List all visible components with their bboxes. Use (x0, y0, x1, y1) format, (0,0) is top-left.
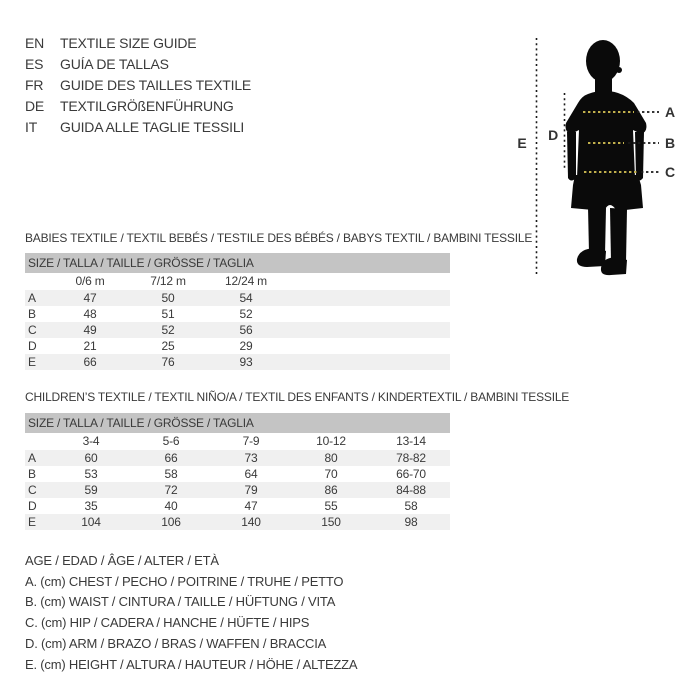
column-header-spacer (25, 273, 51, 290)
language-title: GUÍA DE TALLAS (60, 56, 169, 72)
cell-value: 52 (239, 307, 253, 321)
cell-value: 58 (404, 499, 418, 513)
column-header: 7/12 m (150, 274, 186, 288)
measurement-figure (505, 30, 700, 290)
figure-label-e: E (517, 135, 527, 151)
child-silhouette (566, 40, 647, 275)
column-header: 5-6 (162, 434, 180, 448)
table-row (25, 306, 450, 322)
cell-value: 70 (324, 467, 338, 481)
table-row (25, 290, 450, 306)
cell-value: 40 (164, 499, 178, 513)
silhouette-tshirt (566, 91, 647, 178)
cell-value: 84-88 (396, 483, 426, 497)
figure-label-d: D (548, 127, 558, 143)
cell-value: 78-82 (396, 451, 426, 465)
column-header: 13-14 (396, 434, 426, 448)
babies-size-header-bar: SIZE / TALLA / TAILLE / GRÖSSE / TAGLIA (25, 253, 450, 273)
babies-column-header-row (25, 273, 450, 290)
cell-value: 29 (239, 339, 253, 353)
language-code: FR (25, 77, 44, 93)
measurement-legend (25, 551, 357, 675)
column-header: 7-9 (242, 434, 260, 448)
table-row (25, 498, 450, 514)
cell-value: 72 (164, 483, 178, 497)
cell-value: 21 (83, 339, 97, 353)
table-row (25, 482, 450, 498)
column-header: 3-4 (82, 434, 100, 448)
cell-value: 56 (239, 323, 253, 337)
language-code: ES (25, 56, 44, 72)
legend-line-height: E. (cm) HEIGHT / ALTURA / HAUTEUR / HÖHE / ALTEZZA (25, 656, 358, 672)
legend-line-chest: A. (cm) CHEST / PECHO / POITRINE / TRUHE / PETTO (25, 573, 344, 589)
silhouette-ear (616, 67, 622, 73)
cell-value: 54 (239, 291, 253, 305)
children-size-table (25, 413, 450, 530)
language-title: TEXTILGRÖßENFÜHRUNG (60, 98, 234, 114)
row-label: B (28, 467, 36, 481)
cell-value: 47 (83, 291, 97, 305)
row-label: E (28, 355, 36, 369)
cell-value: 48 (83, 307, 97, 321)
cell-value: 51 (161, 307, 175, 321)
cell-value: 73 (244, 451, 258, 465)
table-row (25, 338, 450, 354)
legend-line-age: AGE / EDAD / ÂGE / ALTER / ETÀ (25, 553, 219, 568)
language-row-es (25, 54, 251, 75)
cell-value: 53 (84, 467, 98, 481)
legend-line-waist: B. (cm) WAIST / CINTURA / TAILLE / HÜFTUNG / VITA (25, 594, 336, 610)
cell-value: 80 (324, 451, 338, 465)
cell-value: 58 (164, 467, 178, 481)
cell-value: 35 (84, 499, 98, 513)
language-row-de (25, 96, 251, 117)
language-row-it (25, 117, 251, 138)
figure-label-c: C (665, 164, 675, 180)
children-column-header-row (25, 433, 450, 450)
row-label: A (28, 291, 36, 305)
column-header-spacer (25, 433, 51, 450)
language-row-en (25, 33, 251, 54)
cell-value: 52 (161, 323, 175, 337)
cell-value: 150 (321, 515, 341, 529)
cell-value: 49 (83, 323, 97, 337)
silhouette-head (586, 40, 620, 82)
silhouette-left-shoe (577, 248, 606, 267)
cell-value: 79 (244, 483, 258, 497)
silhouette-left-leg (588, 207, 606, 255)
children-section-heading: CHILDREN’S TEXTILE / TEXTIL NIÑO/A / TEXTIL DES ENFANTS / KINDERTEXTIL / BAMBINI TESSILE (25, 390, 570, 404)
cell-value: 106 (161, 515, 181, 529)
language-row-fr (25, 75, 251, 96)
column-header: 0/6 m (75, 274, 105, 288)
language-title: TEXTILE SIZE GUIDE (60, 35, 197, 51)
row-label: D (28, 499, 37, 513)
row-label: C (28, 323, 37, 337)
children-size-header-bar: SIZE / TALLA / TAILLE / GRÖSSE / TAGLIA (25, 413, 450, 433)
cell-value: 104 (81, 515, 101, 529)
figure-label-b: B (665, 135, 675, 151)
language-title: GUIDA ALLE TAGLIE TESSILI (60, 119, 245, 135)
table-row (25, 354, 450, 370)
cell-value: 50 (161, 291, 175, 305)
cell-value: 55 (324, 499, 338, 513)
language-title: GUIDE DES TAILLES TEXTILE (60, 77, 252, 93)
silhouette-right-hand (635, 132, 644, 181)
language-title-list (25, 33, 251, 138)
silhouette-right-leg (610, 208, 627, 263)
silhouette-shorts (571, 175, 643, 211)
row-label: D (28, 339, 37, 353)
language-code: EN (25, 35, 45, 51)
cell-value: 59 (84, 483, 98, 497)
cell-value: 140 (241, 515, 261, 529)
silhouette-left-hand (567, 132, 576, 181)
cell-value: 76 (161, 355, 175, 369)
column-header: 12/24 m (225, 274, 267, 288)
row-label: A (28, 451, 36, 465)
cell-value: 60 (84, 451, 98, 465)
babies-size-table (25, 253, 450, 370)
cell-value: 64 (244, 467, 258, 481)
cell-value: 66 (164, 451, 178, 465)
cell-value: 93 (239, 355, 253, 369)
table-row (25, 466, 450, 482)
cell-value: 66-70 (396, 467, 426, 481)
language-code: IT (25, 119, 38, 135)
cell-value: 47 (244, 499, 258, 513)
row-label: C (28, 483, 37, 497)
row-label: E (28, 515, 36, 529)
column-header: 10-12 (316, 434, 346, 448)
babies-section-heading: BABIES TEXTILE / TEXTIL BEBÉS / TESTILE DES BÉBÉS / BABYS TEXTIL / BAMBINI TESSILE (25, 231, 533, 245)
table-row (25, 322, 450, 338)
table-row (25, 450, 450, 466)
cell-value: 86 (324, 483, 338, 497)
row-label: B (28, 307, 36, 321)
cell-value: 98 (404, 515, 418, 529)
cell-value: 66 (83, 355, 97, 369)
language-code: DE (25, 98, 45, 114)
figure-label-a: A (665, 104, 675, 120)
table-row (25, 514, 450, 530)
legend-line-arm: D. (cm) ARM / BRAZO / BRAS / WAFFEN / BRACCIA (25, 635, 327, 651)
legend-line-hip: C. (cm) HIP / CADERA / HANCHE / HÜFTE / HIPS (25, 615, 310, 631)
cell-value: 25 (161, 339, 175, 353)
